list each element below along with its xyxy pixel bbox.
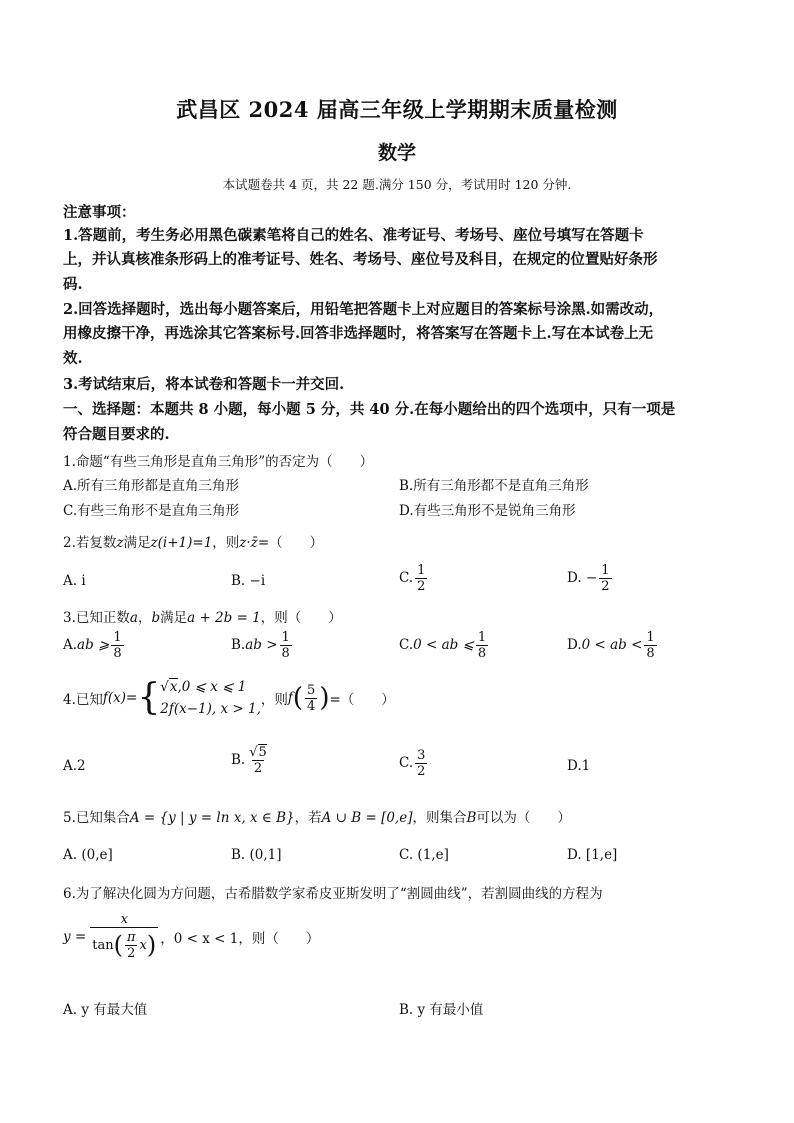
q4-case-1: √x,0 ⩽ x ⩽ 1 <box>160 679 247 695</box>
q3-option-c <box>399 630 490 661</box>
q3-b: b <box>151 610 161 626</box>
q4-c-fraction <box>415 748 427 779</box>
q3-stem <box>63 606 342 626</box>
q3-d-numerator: 1 <box>646 630 655 645</box>
q4-c-label: C. <box>399 755 414 771</box>
q6-equation <box>63 912 319 961</box>
subject-title: 数学 <box>377 142 416 164</box>
q3-option-d <box>567 630 659 661</box>
q2-c-denominator: 2 <box>417 579 426 594</box>
q4-b-label: B. <box>231 752 246 768</box>
q3-a-label: A. <box>63 637 78 653</box>
q2-z: z <box>116 535 124 551</box>
q1-stem: 1.命题“有些三角形是直角三角形”的否定为（ ） <box>63 454 374 470</box>
q2-post: =（ ） <box>257 535 324 551</box>
q3-b-fraction <box>280 630 292 661</box>
q5-end: 可以为（ ） <box>476 810 571 826</box>
q6-paren-right: ) <box>146 931 157 959</box>
q3-d-expr: 0 < ab < <box>581 637 643 653</box>
q4-option-c <box>399 748 429 779</box>
q1-option-c: C.有些三角形不是直角三角形 <box>63 503 240 519</box>
q3-b-label: B. <box>231 637 246 653</box>
q2-c-numerator: 1 <box>417 563 426 578</box>
q5-post: ，则集合 <box>412 810 467 826</box>
note-1-line-1: 1.答题前，考生务必用黑色碳素笔将自己的姓名、准考证号、考场号、座位号填写在答题卡 <box>63 227 644 244</box>
section-1-line-1: 一、选择题：本题共 8 小题，每小题 5 分，共 40 分.在每小题给出的四个选项中，只有一项是 <box>63 401 676 418</box>
q6-fraction <box>90 912 158 961</box>
q2-option-b: B. −i <box>231 573 266 589</box>
note-1-line-3: 码. <box>63 276 83 293</box>
q3-d-denominator: 8 <box>646 646 655 661</box>
q2-d-fraction <box>599 563 611 594</box>
q4-mid: ，则 <box>260 692 288 708</box>
q2-c-fraction <box>415 563 427 594</box>
q4-f2: f <box>287 690 293 706</box>
q5-set-a: A = {y | y = ln x, x ∈ B} <box>129 810 295 826</box>
q3-post: ，则（ ） <box>260 610 342 626</box>
q2-equation: z(i+1)=1 <box>150 535 213 551</box>
q4-b-numerator: √5 <box>249 745 267 760</box>
q6-pi: π <box>126 930 136 945</box>
q5-option-c: C. (1,e] <box>399 847 449 863</box>
q6-denominator <box>90 927 158 961</box>
q6-y: y = <box>63 928 87 945</box>
q2-comma: ，则 <box>212 535 240 551</box>
note-1-line-2: 上，并认真核准条形码上的准考证号、姓名、考场号、座位号及科目，在规定的位置贴好条形 <box>63 251 658 268</box>
q5-option-a: A. (0,e] <box>63 847 113 863</box>
q5-option-b: B. (0,1] <box>231 847 282 863</box>
q2-c-label: C. <box>399 570 414 586</box>
q6-option-b: B. y 有最小值 <box>399 1002 484 1018</box>
piecewise-brace: { <box>137 677 161 718</box>
q4-option-a: A.2 <box>63 758 86 774</box>
q3-a: a <box>129 610 138 626</box>
q4-b-radicand: 5 <box>258 745 267 760</box>
q4-option-b <box>231 745 271 776</box>
q4-left-paren: ( <box>292 683 304 713</box>
q3-a-fraction <box>111 630 123 661</box>
q6-tan: tan <box>92 938 114 953</box>
q3-option-b <box>231 630 294 661</box>
q5-stem <box>63 806 571 826</box>
exam-title: 武昌区 2024 届高三年级上学期期末质量检测 <box>176 97 618 122</box>
q6-condition: ，0 < x < 1，则（ ） <box>160 930 320 947</box>
q3-a-expr: ab ⩾ <box>77 637 110 653</box>
q2-pre: 2.若复数 <box>63 535 117 551</box>
q1-option-a: A.所有三角形都是直角三角形 <box>63 478 240 494</box>
q4-c-numerator: 3 <box>417 748 426 763</box>
q5-union: A ∪ B = [0,e] <box>321 810 413 826</box>
q1-option-d: D.有些三角形不是锐角三角形 <box>399 503 576 519</box>
q3-b-denominator: 8 <box>281 646 290 661</box>
q6-two: 2 <box>127 946 136 961</box>
q6-pi-fraction <box>125 930 138 961</box>
q4-arg-fraction <box>305 683 317 714</box>
note-3: 3.考试结束后，将本试卷和答题卡一并交回. <box>63 376 345 393</box>
q3-b-numerator: 1 <box>281 630 290 645</box>
q2-option-a: A. i <box>63 573 86 589</box>
q2-d-label: D. − <box>567 570 598 586</box>
q3-c-denominator: 8 <box>477 646 487 661</box>
q3-mid: 满足 <box>160 610 188 626</box>
q4-option-d: D.1 <box>567 758 591 774</box>
q3-c-expr: 0 < ab ⩽ <box>413 637 474 653</box>
q2-stem <box>63 531 323 551</box>
q5-option-d: D. [1,e] <box>567 847 618 863</box>
note-2-line-3: 效. <box>63 350 83 367</box>
q4-b-fraction <box>247 745 269 776</box>
q2-option-d <box>567 563 614 594</box>
q5-pre: 5.已知集合 <box>63 810 130 826</box>
note-2-line-1: 2.回答选择题时，选出每小题答案后，用铅笔把答题卡上对应题目的答案标号涂黑.如需改动， <box>63 301 664 318</box>
q5-mid: ，若 <box>294 810 322 826</box>
q3-option-a <box>63 630 126 661</box>
q3-c-numerator: 1 <box>477 630 487 645</box>
q4-b-denominator: 2 <box>253 761 263 776</box>
exam-info: 本试题卷共 4 页，共 22 题.满分 150 分，考试用时 120 分钟. <box>222 177 572 192</box>
q5-set-b: B <box>466 810 477 826</box>
q2-d-denominator: 2 <box>601 579 610 594</box>
q3-c-fraction <box>476 630 488 661</box>
q4-arg-denominator: 4 <box>307 698 316 714</box>
q3-c-label: C. <box>399 637 414 653</box>
q4-cases <box>160 676 261 720</box>
q3-sep: ， <box>137 610 152 626</box>
section-1-line-2: 符合题目要求的. <box>63 426 170 443</box>
q6-stem: 6.为了解决化圆为方问题，古希腊数学家希皮亚斯发明了“割圆曲线”，若割圆曲线的方程为 <box>63 886 603 902</box>
q2-mid: 满足 <box>123 535 151 551</box>
q6-numerator: x <box>120 912 128 927</box>
q4-case-1-cond: ,0 ⩽ x ⩽ 1 <box>177 679 247 695</box>
q6-option-a: A. y 有最大值 <box>63 1002 148 1018</box>
q2-option-c <box>399 563 429 594</box>
notes-heading: 注意事项： <box>63 204 136 221</box>
q4-post: =（ ） <box>329 692 395 708</box>
q3-pre: 3.已知正数 <box>63 610 130 626</box>
q3-b-expr: ab > <box>245 637 278 653</box>
q4-arg-numerator: 5 <box>307 682 316 698</box>
q4-right-paren: ) <box>319 683 330 713</box>
note-2-line-2: 用橡皮擦干净，再选涂其它答案标号.回答非选择题时，将答案写在答题卡上.写在本试卷上无 <box>63 325 654 342</box>
q1-option-b: B.所有三角形都不是直角三角形 <box>399 478 589 494</box>
q4-case-2: 2f(x−1), x > 1, <box>160 701 261 717</box>
q4-case-1-radicand: x <box>169 679 178 695</box>
q4-c-denominator: 2 <box>417 764 426 779</box>
q3-condition: a + 2b = 1 <box>187 610 261 626</box>
q3-d-label: D. <box>567 637 582 653</box>
q6-x: x <box>139 938 147 953</box>
q3-d-fraction <box>644 630 656 661</box>
q3-a-denominator: 8 <box>113 646 122 661</box>
q6-paren-left: ( <box>113 931 123 959</box>
q4-pre: 4.已知 <box>63 692 103 708</box>
q3-a-numerator: 1 <box>113 630 122 645</box>
q2-expression: z·z̄ <box>239 535 258 551</box>
q4-stem <box>63 676 395 720</box>
q2-d-numerator: 1 <box>601 563 610 578</box>
q4-f: f(x)= <box>102 690 138 706</box>
